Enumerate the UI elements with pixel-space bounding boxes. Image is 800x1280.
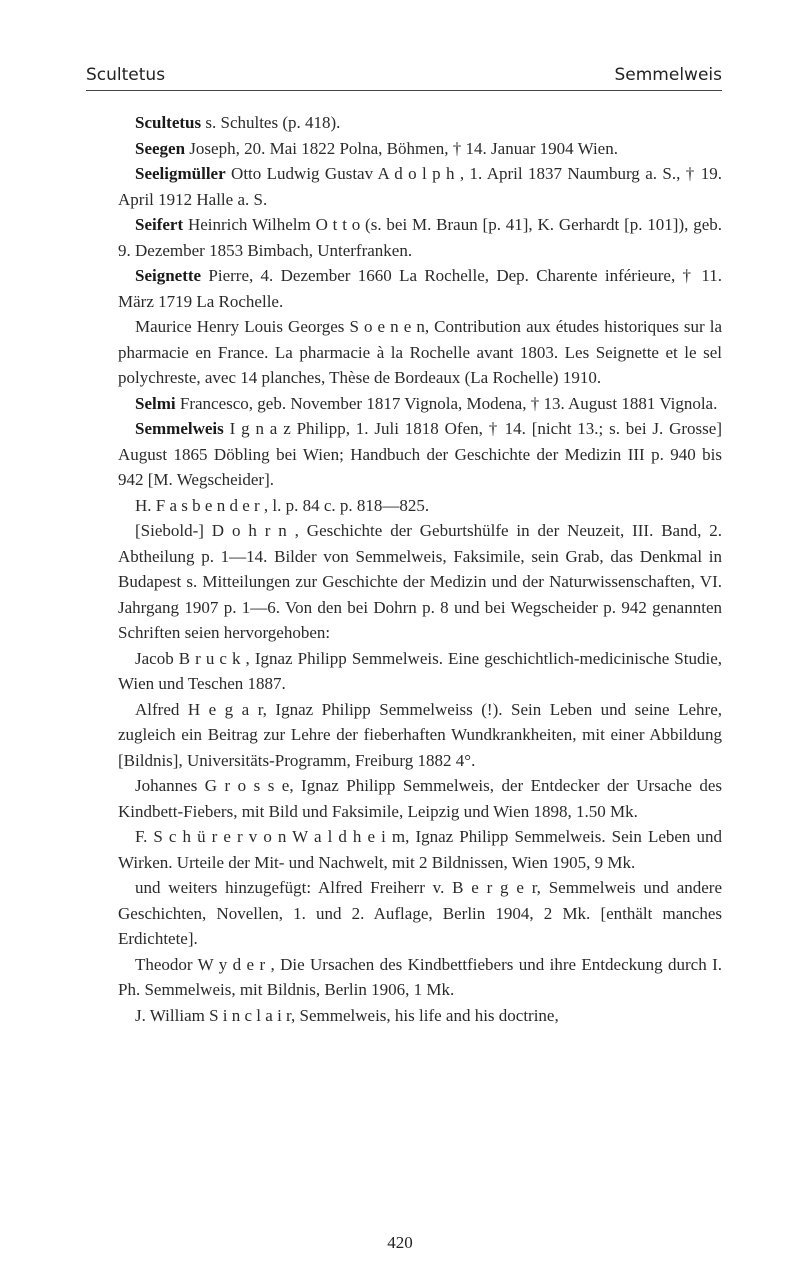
entry-paragraph	[118, 391, 722, 417]
reference-text: J. William S i n c l a i r, Semmelweis, his life and his doctrine,	[135, 1005, 559, 1025]
entry-text: s. Schultes (p. 418).	[201, 113, 341, 132]
reference-text: Theodor W y d e r , Die Ursachen des Kindbettfiebers und ihre Entdeckung durch I. Ph. Semmelweis, mit Bildnis, Berlin 1906, 1 Mk.	[118, 954, 722, 999]
reference-paragraph	[118, 773, 722, 824]
reference-text: Jacob B r u c k , Ignaz Philipp Semmelweis. Eine geschichtlich-medicinische Studie, Wien und Teschen 1887.	[118, 648, 722, 693]
entry-text: Joseph, 20. Mai 1822 Polna, Böhmen, † 14. Januar 1904 Wien.	[185, 138, 618, 158]
entry-headword: Seifert	[135, 215, 184, 234]
reference-paragraph	[118, 518, 722, 646]
entry-paragraph	[118, 161, 722, 212]
reference-text: H. F a s b e n d e r , l. p. 84 c. p. 818—825.	[135, 495, 430, 515]
header-left-title: Scultetus	[86, 65, 166, 85]
reference-text: F. S c h ü r e r v o n W a l d h e i m, Ignaz Philipp Semmelweis. Sein Leben und Wirken. Urteile der Mit- und Nachwelt, mit 2 Bildnissen, Wien 1905, 9 Mk.	[118, 827, 722, 872]
reference-text: und weiters hinzugefügt: Alfred Freiherr v. B e r g e r, Semmelweis und andere Geschichten, Novellen, 1. und 2. Auflage, Berlin 1904, 2 Mk. [enthält manches Erdichtete].	[118, 878, 722, 948]
reference-paragraph	[118, 646, 722, 697]
reference-paragraph	[118, 314, 722, 391]
reference-paragraph	[118, 697, 722, 774]
entry-text: Otto Ludwig Gustav A d o l p h , 1. April 1837 Naumburg a. S., † 19. April 1912 Halle a. S.	[118, 164, 722, 209]
reference-text: Alfred H e g a r, Ignaz Philipp Semmelweiss (!). Sein Leben und seine Lehre, zugleich ein Beitrag zur Lehre der fieberhaften Wundkrankheiten, mit einer Abbildung [Bildnis], Universitäts-Programm, Freiburg 1882 4°.	[118, 699, 722, 770]
reference-paragraph	[118, 1003, 722, 1029]
reference-paragraph	[118, 952, 722, 1003]
header-right-title: Semmelweis	[614, 65, 722, 85]
entry-headword: Semmelweis	[135, 419, 224, 438]
running-header	[86, 56, 722, 91]
page-body	[118, 110, 722, 1028]
entry-paragraph	[118, 416, 722, 493]
entry-headword: Selmi	[135, 393, 176, 413]
page-number: 420	[387, 1233, 413, 1252]
entry-text: I g n a z Philipp, 1. Juli 1818 Ofen, † 14. [nicht 13.; s. bei J. Grosse] August 1865 Döbling bei Wien; Handbuch der Geschichte der Medizin III p. 940 bis 942 [M. Wegscheider].	[118, 419, 722, 489]
reference-text: Maurice Henry Louis Georges S o e n e n, Contribution aux études historiques sur la pharmacie en France. La pharmacie à la Rochelle avant 1803. Les Seignette et le sel polychreste, avec 14 planches, Thèse de Bordeaux (La Rochelle) 1910.	[118, 317, 722, 387]
entry-text: Francesco, geb. November 1817 Vignola, Modena, † 13. August 1881 Vignola.	[175, 393, 718, 413]
entry-paragraph	[118, 212, 722, 263]
entry-headword: Seeligmüller	[135, 164, 226, 183]
entry-paragraph	[118, 263, 722, 314]
reference-paragraph	[118, 824, 722, 875]
entry-headword: Seegen	[135, 138, 186, 158]
reference-text: [Siebold-] D o h r n , Geschichte der Geburtshülfe in der Neuzeit, III. Band, 2. Abtheilung p. 1—14. Bilder von Semmelweis, Faksimile, sein Grab, das Denkmal in Budapest s. Mitteilungen zur Geschichte der Medizin und der Naturwissenschaften, VI. Jahrgang 1907 p. 1—6. Von den bei Dohrn p. 8 und bei Wegscheider p. 942 genannten Schriften seien hervorgehoben:	[118, 521, 722, 642]
reference-paragraph	[118, 493, 722, 519]
entry-text: Pierre, 4. Dezember 1660 La Rochelle, Dep. Charente inférieure, † 11. März 1719 La Rochelle.	[118, 266, 722, 311]
entry-headword: Scultetus	[135, 113, 202, 132]
entry-text: Heinrich Wilhelm O t t o (s. bei M. Braun [p. 41], K. Gerhardt [p. 101]), geb. 9. Dezember 1853 Bimbach, Unterfranken.	[118, 215, 722, 260]
reference-paragraph	[118, 875, 722, 952]
entry-headword: Seignette	[135, 266, 202, 285]
reference-text: Johannes G r o s s e, Ignaz Philipp Semmelweis, der Entdecker der Ursache des Kindbett-Fiebers, mit Bild und Faksimile, Leipzig und Wien 1898, 1.50 Mk.	[118, 776, 722, 821]
entry-paragraph	[118, 136, 722, 162]
entry-paragraph	[118, 110, 722, 136]
